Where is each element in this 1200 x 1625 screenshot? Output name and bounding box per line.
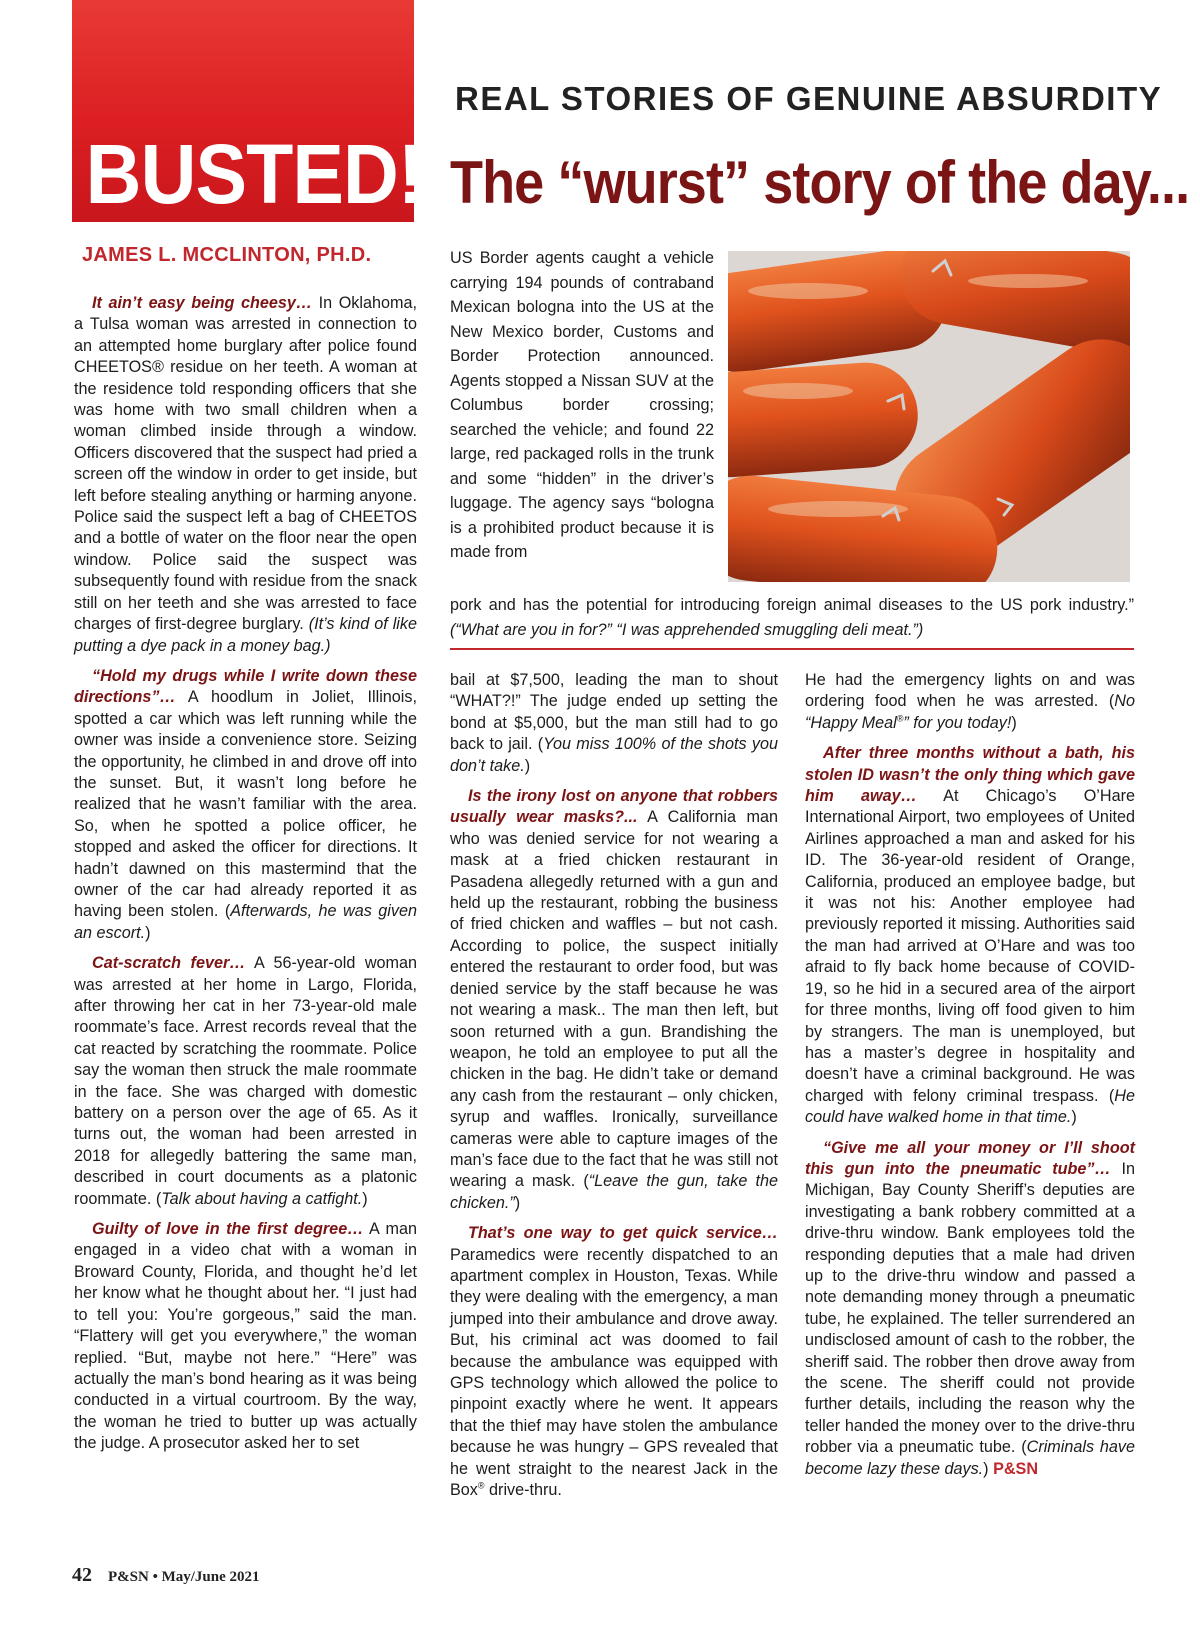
story-ambulance [450, 1223, 778, 1501]
story-body-tail: drive-thru. [484, 1481, 562, 1500]
story-cheetos [74, 293, 417, 657]
story-drugs [74, 666, 417, 944]
registered-mark: ® [477, 1480, 485, 1491]
story-body: A California man who was denied service for not wearing a mask at a fried chicken restaurant in Pasadena allegedly returned with a gun and held up the restaurant, robbing the business of fried chicken and waffles – but not cash. According to police, the suspect initially entered the restaurant to order food, but was denied service by the staff because he was not wearing a mask.. The man then left, but soon returned with a gun. Brandishing the weapon, he told an employee to put all the chicken in the bag. He didn’t take or demand any cash from the restaurant – only chicken, syrup and waffles. Ironically, surveillance cameras were able to capture images of the man’s face due to the fact that he was still not wearing a mask. ( [450, 808, 778, 1191]
story-close: ) [1071, 1108, 1077, 1127]
logo-text: BUSTED! [85, 127, 423, 221]
intro-body: pork and has the potential for introducing foreign animal diseases to the US pork industry.” [450, 596, 1134, 614]
story-lead: That’s one way to get quick service… [468, 1224, 778, 1243]
bologna-rolls-photo [728, 251, 1130, 582]
story-body: At Chicago’s O’Hare International Airport, two employees of United Airlines approached a man and asked for his ID. The 36-year-old resident of Orange, California, produced an employee badge, but it was not his: Another employee had previously reported it missing. Authorities said the man had arrived at O’Hare and was too afraid to fly back home because of COVID-19, so he hid in a secured area of the airport for three months, living off food given to him by strangers. The man is unemployed, but has a master’s degree in hospitality and doesn’t have a criminal background. He was charged with felony criminal trespass. ( [805, 787, 1135, 1105]
story-aside: ” for you today! [903, 713, 1012, 732]
story-lead: Cat-scratch fever… [92, 954, 246, 973]
story-aside: No “Happy Meal [805, 692, 1135, 732]
story-body: Paramedics were recently dispatched to an apartment complex in Houston, Texas. While they were dealing with the emergency, a man jumped into their ambulance and drove away. But, his criminal act was doomed to fail because the ambulance was equipped with GPS technology which allowed the police to pinpoint exactly where he went. It appears that the thief may have stolen the ambulance because he was hungry – GPS revealed that he went straight to the nearest Jack in the Box [450, 1245, 778, 1500]
story-lead: “Give me all your money or I’ll shoot this gun into the pneumatic tube”… [805, 1138, 1135, 1178]
column-2 [450, 670, 778, 1510]
story-ambulance-continued [805, 670, 1135, 734]
story-body: In Michigan, Bay County Sheriff’s deputies are investigating a bank robbery committed at a drive-thru window. Bank employees told the responding deputies that a male had driven up to the drive-thru window and passed a note demanding money through a pneumatic tube, he explained. The teller surrendered an undisclosed amount of cash to the robber, the sheriff said. The robber then drove away from the scene. The sheriff could not provide further details, including the reason why the teller handed the money over to the drive-thru robber via a pneumatic tube. ( [805, 1159, 1136, 1457]
story-cat [74, 953, 417, 1210]
section-divider [450, 648, 1134, 650]
story-aside: Afterwards, he was given an escort. [74, 902, 417, 942]
story-tube [805, 1138, 1135, 1481]
registered-mark: ® [896, 713, 904, 724]
intro-aside: (“What are you in for?” “I was apprehended smuggling deli meat.”) [450, 620, 924, 639]
story-love-continued [450, 670, 778, 777]
end-mark: P&SN [993, 1459, 1039, 1478]
story-close: ) [524, 756, 531, 775]
story-body: He had the emergency lights on and was ordering food when he was arrested. ( [805, 671, 1135, 711]
story-lead: It ain’t easy being cheesy… [92, 294, 313, 312]
section-kicker: REAL STORIES OF GENUINE ABSURDITY [455, 80, 1163, 117]
story-lead: Is the irony lost on anyone that robbers usually wear masks?... [450, 787, 778, 827]
page-footer [72, 1564, 260, 1587]
story-aside: “Leave the gun, take the chicken.” [450, 1172, 779, 1212]
story-aside: He could have walked home in that time. [805, 1086, 1135, 1127]
story-aside: Criminals have become lazy these days. [805, 1438, 1135, 1478]
headline: The “wurst” story of the day... [450, 149, 1190, 216]
column-3 [805, 670, 1135, 1489]
story-body: In Oklahoma, a Tulsa woman was arrested in connection to an attempted home burglary after police found CHEETOS® residue on her teeth. A woman at the residence told responding officers that she was home with two small children when a woman climbed inside through a window. Officers discovered that the suspect had pried a screen off the window in order to get inside, but left before stealing anything or harming anyone. Police said the suspect left a bag of CHEETOS and a bottle of water on the floor near the open window. Police said the suspect was subsequently found with residue from the snack still on her teeth and she was arrested to face charges of first-degree burglary. [74, 294, 417, 634]
intro-story-continued [450, 593, 1134, 642]
byline: JAMES L. MCCLINTON, PH.D. [82, 244, 372, 266]
story-love [74, 1219, 417, 1454]
story-close: ) [362, 1189, 368, 1208]
column-1 [74, 293, 417, 1464]
story-masks [450, 786, 778, 1214]
story-close: ) [983, 1459, 989, 1478]
story-body: A 56-year-old woman was arrested at her home in Largo, Florida, after throwing her cat in her 73-year-old male roommate’s face. Arrest records reveal that the cat reacted by scratching the roommate. Police say the woman then struck the male roommate in the face. She was charged with domestic battery on a person over the age of 65. As it turns out, the woman had been arrested in 2018 for allegedly battering the same man, described in court documents as a platonic roommate. ( [74, 954, 418, 1208]
bologna-illustration [728, 251, 1130, 582]
page-number: 42 [72, 1564, 92, 1586]
story-close: ) [1011, 713, 1017, 732]
story-body: A hoodlum in Joliet, Illinois, spotted a car which was left running while the owner was inside a convenience store. Seizing the opportunity, he climbed in and drove off into the sunset. But, it wasn’t long before he realized that he wasn’t familiar with the area. So, when he spotted a police officer, he stopped and asked the officer for directions. It hadn’t dawned on this mastermind that the owner of the car had already reported it as having been stolen. ( [74, 688, 417, 921]
publication-info: P&SN • May/June 2021 [108, 1569, 260, 1585]
story-airport [805, 743, 1135, 1128]
story-body: A man engaged in a video chat with a woman in Broward County, Florida, and thought he’d let her know what he thought about her. “I just had to tell you: You’re gorgeous,” said the man. “Flattery will get you everywhere,” the woman replied. “But, maybe not here.” “Here” was actually the man’s bond hearing as it was being conducted in a virtual courtroom. By the way, the woman he tried to butter up was actually the judge. A prosecutor asked her to set [74, 1220, 417, 1453]
story-aside: (It’s kind of like putting a dye pack in a money bag.) [74, 615, 417, 655]
story-lead: After three months without a bath, his stolen ID wasn’t the only thing which gave him away… [805, 744, 1135, 806]
story-aside: You miss 100% of the shots you don’t take. [450, 735, 778, 775]
story-close: ) [514, 1193, 521, 1212]
busted-logo [72, 0, 423, 222]
story-close: ) [145, 923, 151, 942]
intro-story: US Border agents caught a vehicle carrying 194 pounds of contraband Mexican bologna into the US at the New Mexico border, Customs and Border Protection announced. Agents stopped a Nissan SUV at the Columbus border crossing; searched the vehicle; and found 22 large, red packaged rolls in the trunk and some “hidden” in the driver’s luggage. The agency says “bologna is a prohibited product because it is made from [450, 249, 714, 561]
story-aside: Talk about having a catfight. [161, 1189, 363, 1208]
story-lead: Guilty of love in the first degree… [92, 1220, 364, 1239]
story-lead: “Hold my drugs while I write down these directions”… [74, 666, 417, 707]
story-body: bail at $7,500, leading the man to shout “WHAT?!” The judge ended up setting the bond at $5,000, but the man still had to go back to jail. ( [450, 671, 778, 754]
